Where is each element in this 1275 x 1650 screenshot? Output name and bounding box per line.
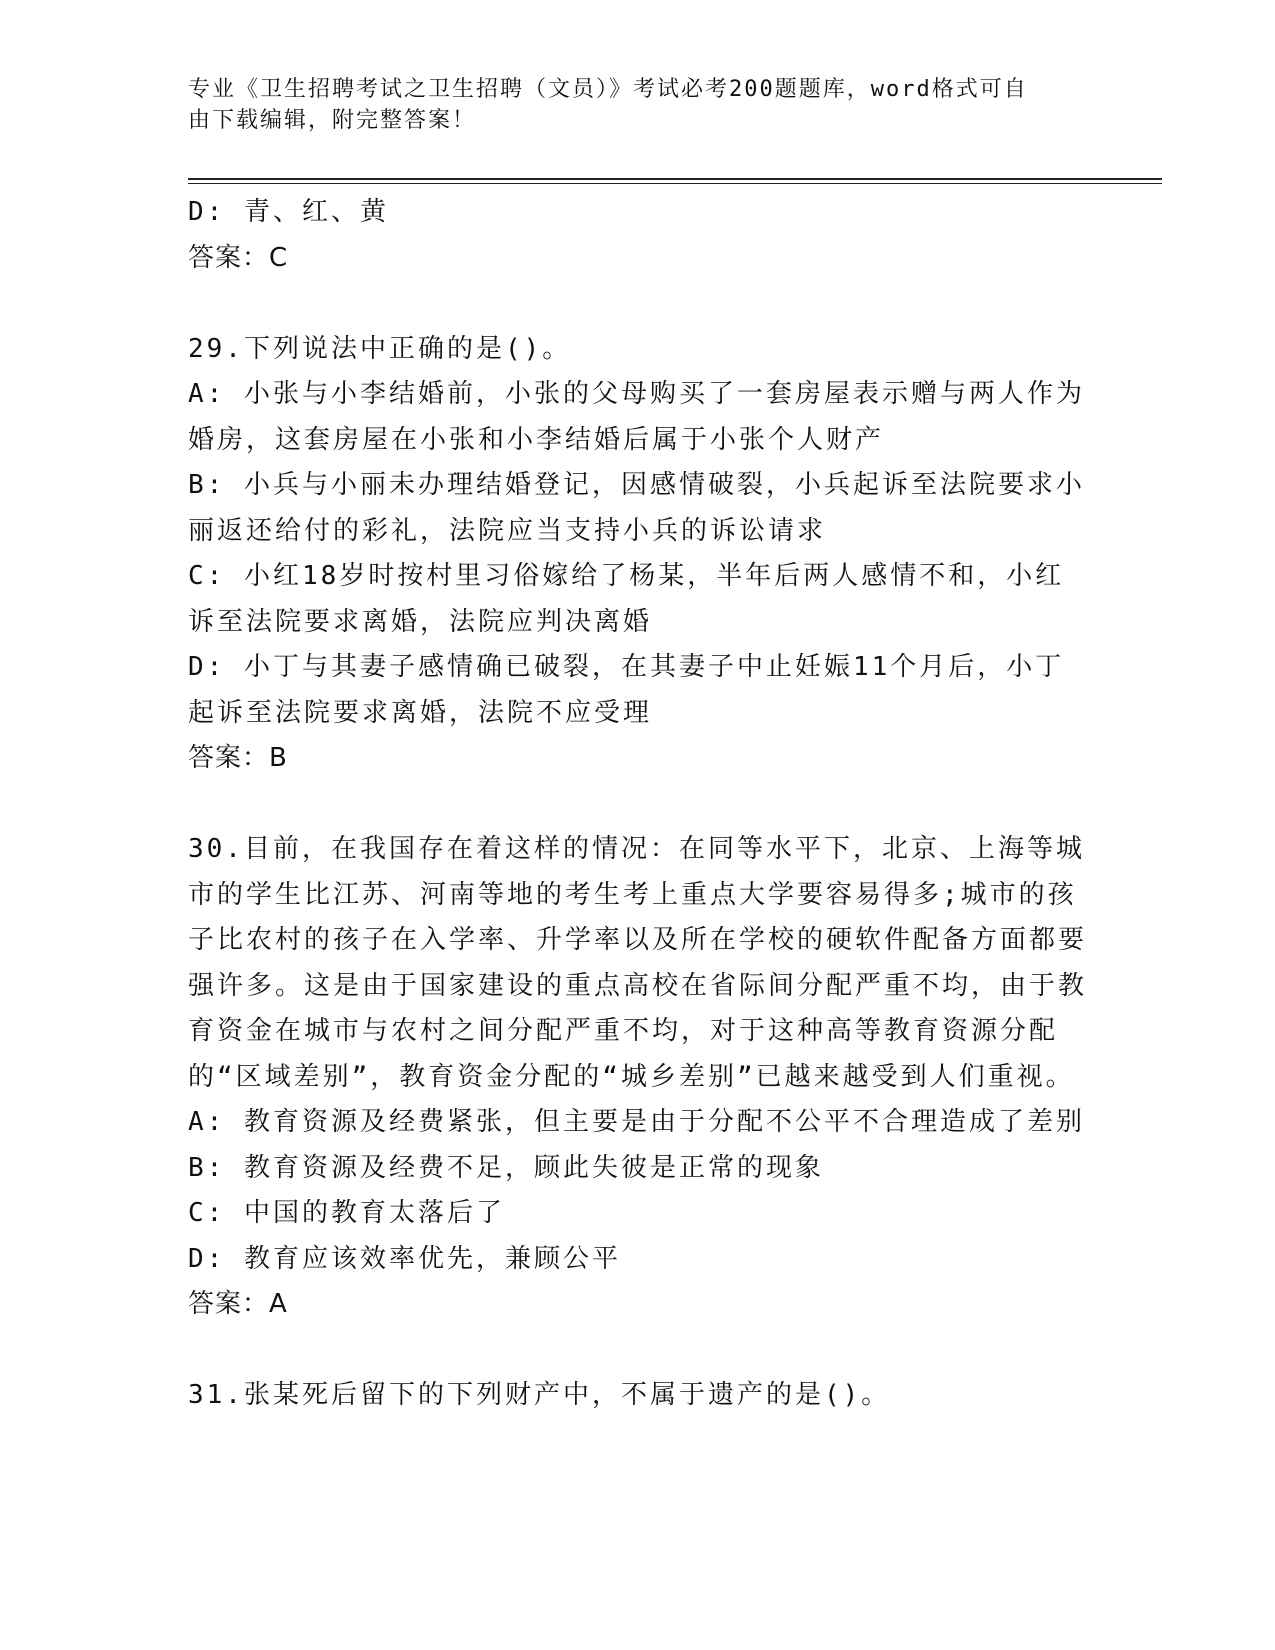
header-line-1: 专业《卫生招聘考试之卫生招聘（文员）》考试必考200题题库，word格式可自 — [188, 77, 1028, 102]
header-line-2: 由下载编辑，附完整答案！ — [188, 108, 477, 133]
document-body — [188, 190, 1088, 1419]
q29-answer: 答案：B — [188, 743, 288, 773]
spacer — [188, 1328, 1088, 1374]
q30-option-a: A: 教育资源及经费紧张，但主要是由于分配不公平不合理造成了差别 — [188, 1107, 1085, 1137]
q29-option-b: B: 小兵与小丽未办理结婚登记，因感情破裂，小兵起诉至法院要求小丽返还给付的彩礼，法院应当支持小兵的诉讼请求 — [188, 470, 1085, 546]
prev-answer: 答案：C — [188, 242, 289, 273]
question-30: 30.目前，在我国存在着这样的情况：在同等水平下，北京、上海等城市的学生比江苏、河南等地的考生考上重点大学要容易得多;城市的孩子比农村的孩子在入学率、升学率以及所在学校的硬软件配备方面都要强许多。这是由于国家建设的重点高校在省际间分配严重不均，由于教育资金在城市与农村之间分配严重不均，对于这种高等教育资源分配的“区域差别”，教育资金分配的“城乡差别”已越来越受到人们重视。 — [188, 834, 1088, 1092]
spacer — [188, 782, 1088, 828]
q29-option-d: D: 小丁与其妻子感情确已破裂，在其妻子中止妊娠11个月后，小丁起诉至法院要求离婚，法院不应受理 — [188, 652, 1065, 728]
q29-option-c: C: 小红18岁时按村里习俗嫁给了杨某，半年后两人感情不和，小红诉至法院要求离婚，法院应判决离婚 — [188, 561, 1065, 637]
page-header — [188, 74, 1088, 136]
spacer — [188, 281, 1088, 327]
q30-option-c: C: 中国的教育太落后了 — [188, 1198, 505, 1228]
header-divider-thin — [188, 183, 1162, 184]
question-31: 31.张某死后留下的下列财产中，不属于遗产的是()。 — [188, 1380, 891, 1410]
q30-option-d: D: 教育应该效率优先，兼顾公平 — [188, 1243, 621, 1274]
q30-option-b: B: 教育资源及经费不足，顾此失彼是正常的现象 — [188, 1152, 824, 1183]
prev-option-d: D: 青、红、黄 — [188, 197, 389, 227]
question-29: 29.下列说法中正确的是()。 — [188, 333, 572, 364]
q30-answer: 答案：A — [188, 1289, 288, 1319]
header-divider-thick — [188, 178, 1162, 180]
q29-option-a: A: 小张与小李结婚前，小张的父母购买了一套房屋表示赠与两人作为婚房，这套房屋在小张和小李结婚后属于小张个人财产 — [188, 379, 1085, 455]
